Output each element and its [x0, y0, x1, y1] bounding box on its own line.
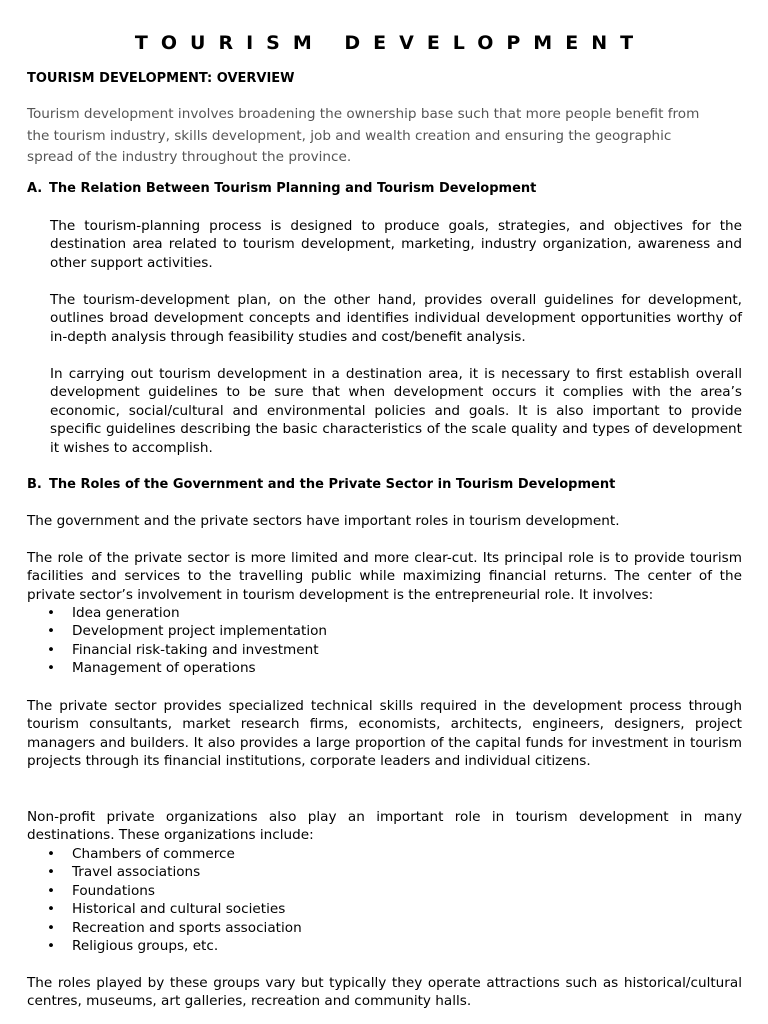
- section-a-title: The Relation Between Tourism Planning and Tourism Development: [49, 181, 537, 196]
- overview-paragraph: Tourism development involves broadening the ownership base such that more people benefit from the tourism industry, skills development, job and wealth creation and ensuring the geographic spread of the industry throughout the province.: [27, 106, 700, 165]
- list-item: • Idea generation: [44, 604, 327, 622]
- non-profit-organizations-list: [44, 845, 302, 955]
- section-b-label: B.: [27, 477, 42, 492]
- list-item: • Travel associations: [44, 863, 302, 881]
- list-item: • Financial risk-taking and investment: [44, 641, 327, 659]
- overview-heading: TOURISM DEVELOPMENT: OVERVIEW: [27, 71, 295, 86]
- list-item: • Recreation and sports association: [44, 919, 302, 937]
- list-item: • Foundations: [44, 882, 302, 900]
- section-a-paragraph-3: In carrying out tourism development in a destination area, it is necessary to first establish overall development guidelines to be sure that when development occurs it complies with the area’s economic, social/cultural and environmental policies and goals. It is also important to provide specific guidelines describing the basic characteristics of the scale quality and types of development it wishes to accomplish.: [50, 366, 742, 456]
- section-a-label: A.: [27, 181, 43, 196]
- section-b-paragraph-5: The roles played by these groups vary but typically they operate attractions such as historical/cultural centres, museums, art galleries, recreation and community halls.: [27, 975, 742, 1010]
- list-item: • Management of operations: [44, 659, 327, 677]
- section-a-paragraph-1: The tourism-planning process is designed to produce goals, strategies, and objectives for the destination area related to tourism development, marketing, industry organization, awareness and other support activities.: [50, 218, 742, 271]
- list-item: • Religious groups, etc.: [44, 937, 302, 955]
- section-b-paragraph-4: Non-profit private organizations also play an important role in tourism development in many destinations. These organizations include:: [27, 809, 742, 844]
- section-b-paragraph-2: The role of the private sector is more limited and more clear-cut. Its principal role is to provide tourism facilities and services to the travelling public while maximizing financial returns. The center of the private sector’s involvement in tourism development is the entrepreneurial role. It involves:: [27, 550, 742, 603]
- section-b-paragraph-1: The government and the private sectors have important roles in tourism development.: [27, 513, 620, 529]
- list-item: • Chambers of commerce: [44, 845, 302, 863]
- section-b-heading: [27, 476, 615, 494]
- section-b-title: The Roles of the Government and the Private Sector in Tourism Development: [49, 477, 616, 492]
- section-b-paragraph-3: The private sector provides specialized technical skills required in the development process through tourism consultants, market research firms, economists, architects, engineers, designers, project managers and builders. It also provides a large proportion of the capital funds for investment in tourism projects through its financial institutions, corporate leaders and individual citizens.: [27, 698, 742, 770]
- section-a-paragraph-2: The tourism-development plan, on the other hand, provides overall guidelines for development, outlines broad development concepts and identifies individual development opportunities worthy of in-depth analysis through feasibility studies and cost/benefit analysis.: [50, 292, 742, 345]
- document-title: TOURISM DEVELOPMENT: [134, 32, 647, 54]
- list-item: • Development project implementation: [44, 622, 327, 640]
- section-a-heading: [27, 180, 536, 198]
- private-sector-roles-list: [44, 604, 327, 678]
- list-item: • Historical and cultural societies: [44, 900, 302, 918]
